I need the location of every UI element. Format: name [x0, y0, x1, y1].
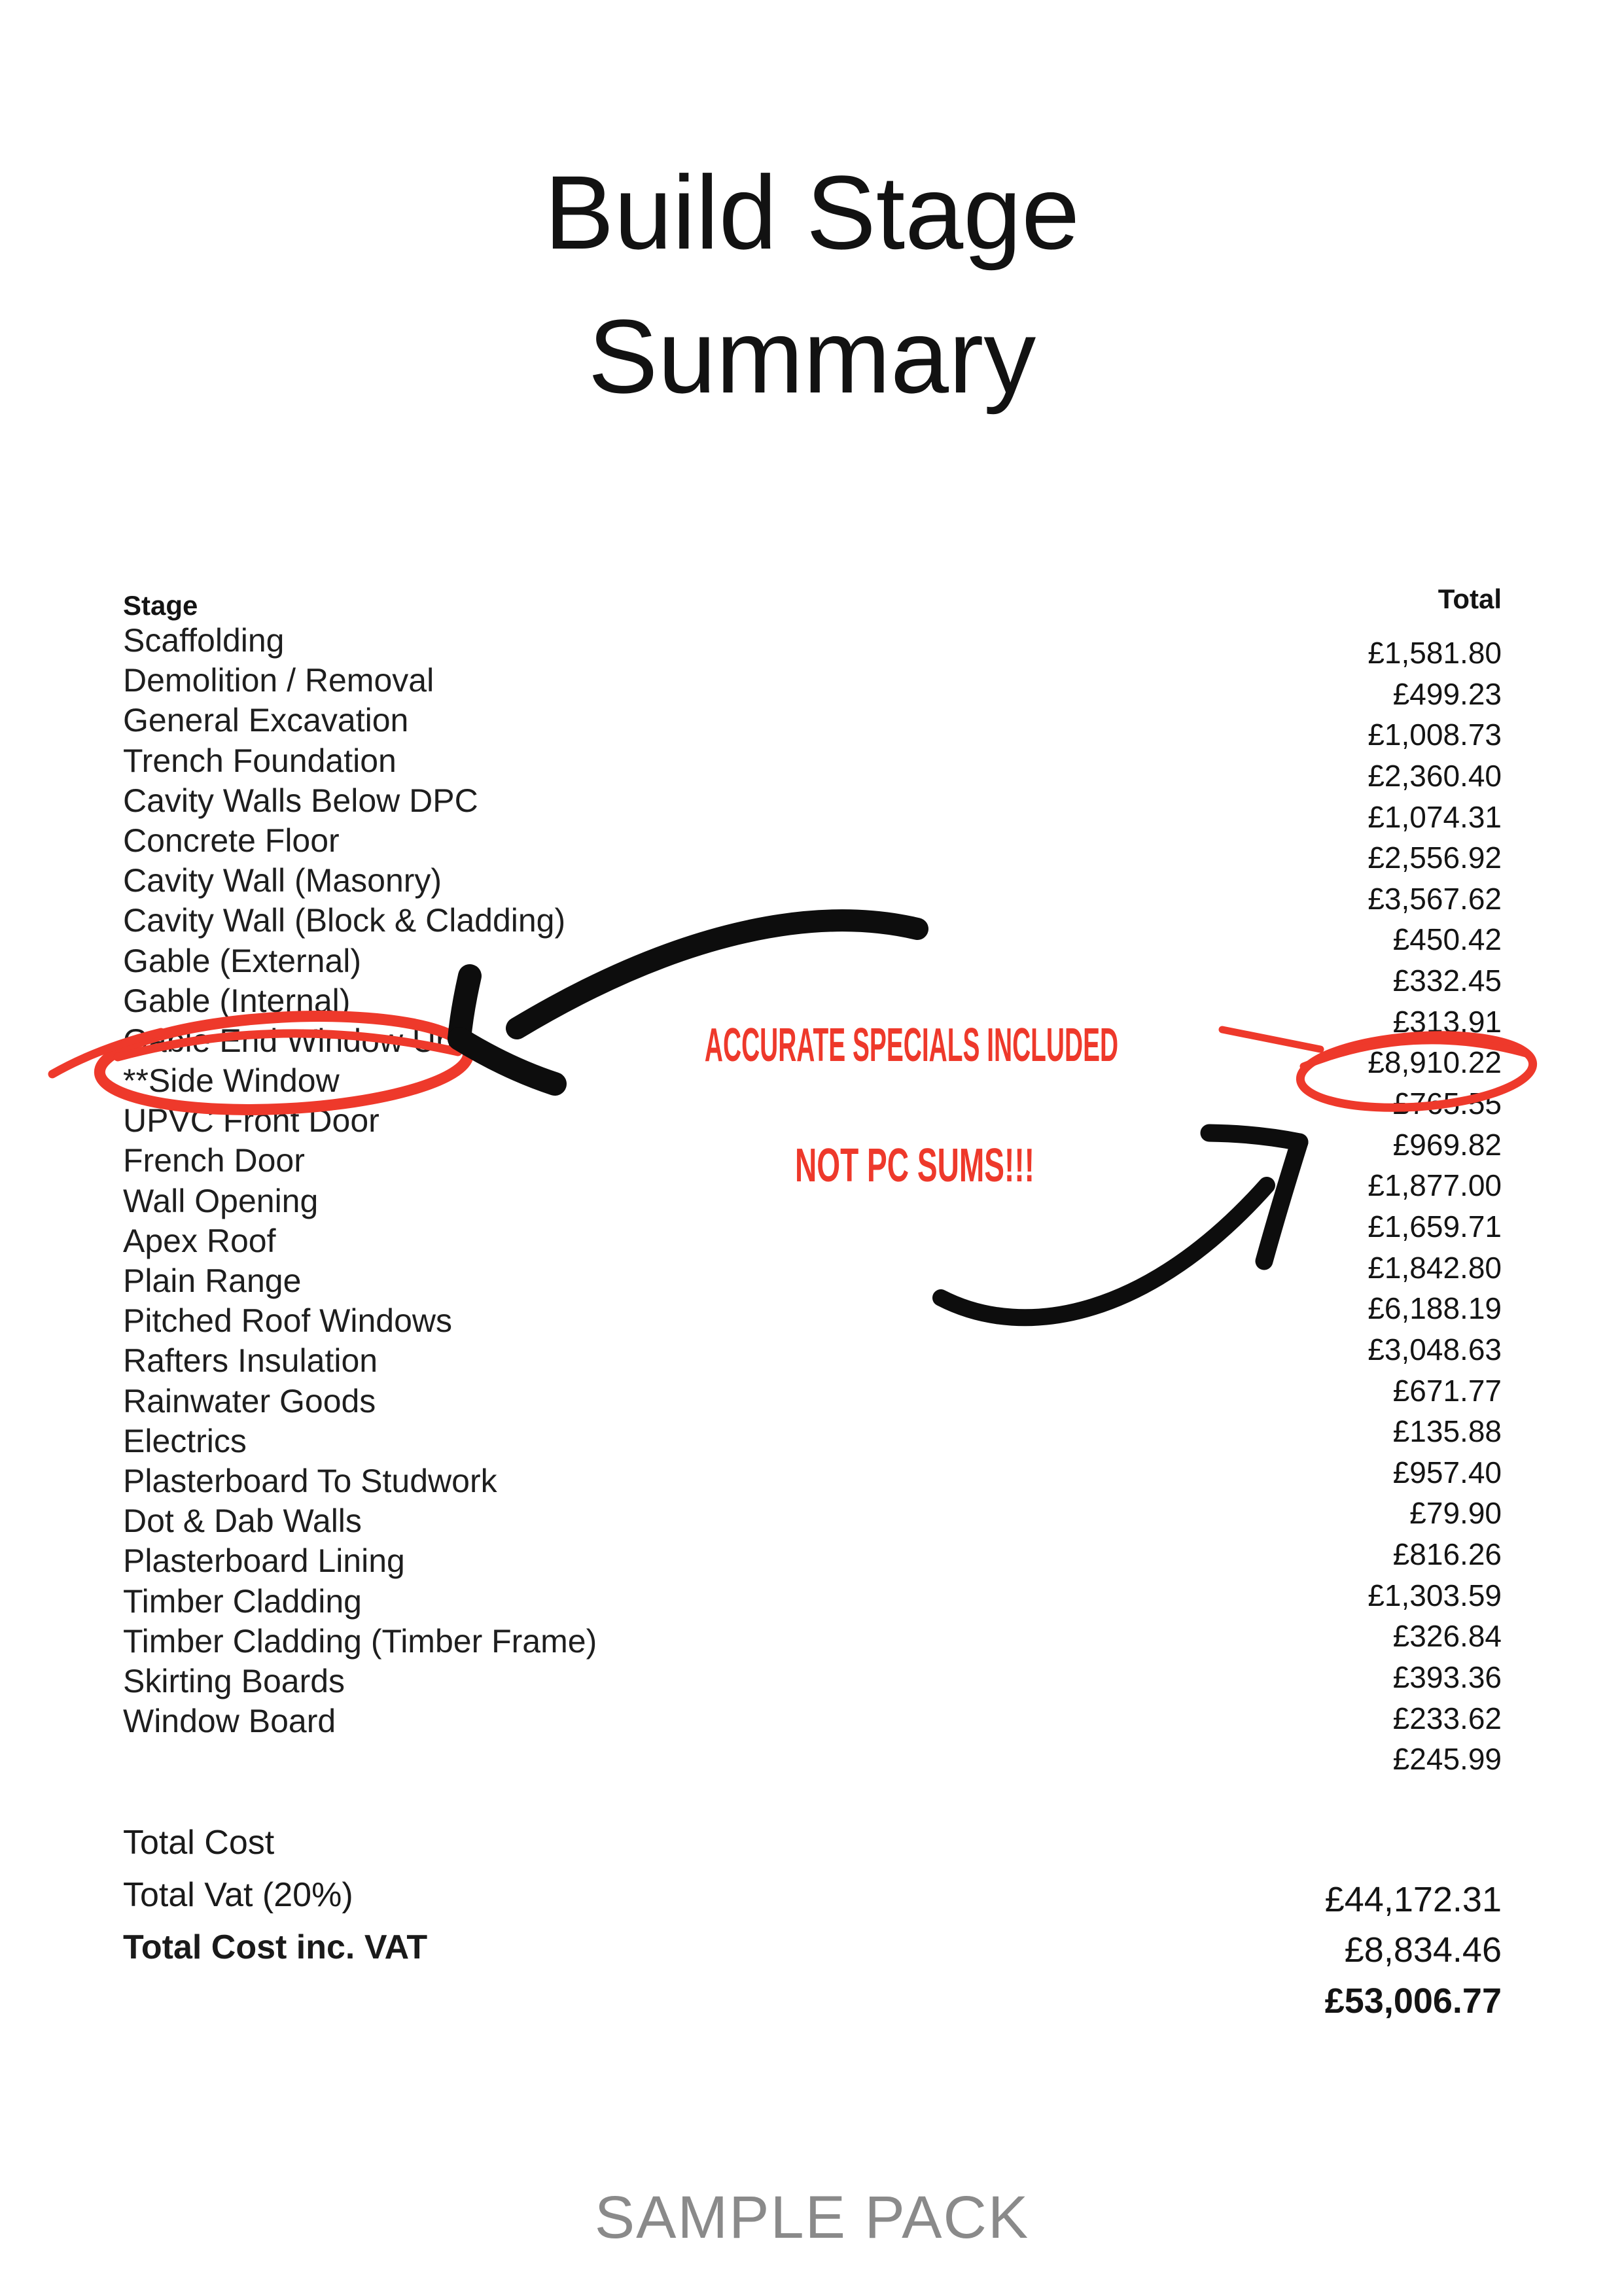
totals-label-column [123, 1817, 712, 2026]
total-cell: £499.23 [1392, 676, 1502, 711]
stage-cell: Dot & Dab Walls [123, 1503, 362, 1540]
total-cell: £1,581.80 [1368, 636, 1502, 670]
total-vat-label: Total Vat (20%) [123, 1876, 353, 1914]
page-title [0, 141, 1624, 428]
stage-cell: Plain Range [123, 1262, 302, 1299]
total-cell: £450.42 [1392, 922, 1502, 957]
page-title-line1: Build Stage [544, 154, 1080, 271]
stage-column [123, 621, 777, 1741]
stage-cell: Gable (External) [123, 942, 362, 979]
stage-cell: French Door [123, 1142, 305, 1179]
total-column [1161, 633, 1502, 1780]
total-cell: £1,659.71 [1368, 1209, 1502, 1244]
stage-cell: Cavity Wall (Block & Cladding) [123, 902, 566, 939]
stage-cell: Scaffolding [123, 622, 285, 659]
stage-column-header: Stage [123, 590, 198, 621]
total-cell: £135.88 [1392, 1414, 1502, 1449]
total-cell: £233.62 [1392, 1701, 1502, 1735]
annotation-accurate-specials: ACCURATE SPECIALS INCLUDED [704, 1019, 1119, 1072]
total-cell: £957.40 [1392, 1455, 1502, 1489]
totals-value-spacer [1109, 1824, 1502, 1875]
total-cell: £6,188.19 [1368, 1291, 1502, 1326]
stage-cell: **Side Window [123, 1062, 340, 1100]
stage-cell: Trench Foundation [123, 742, 397, 779]
stage-cell: Cavity Wall (Masonry) [123, 862, 442, 899]
total-cost-label: Total Cost [123, 1824, 275, 1862]
total-cell: £816.26 [1392, 1537, 1502, 1572]
stage-cell: Plasterboard To Studwork [123, 1462, 497, 1499]
total-cell: £79.90 [1409, 1496, 1502, 1531]
stage-cell: Wall Opening [123, 1182, 319, 1219]
stage-cell: Gable (Internal) [123, 982, 351, 1019]
total-cost-inc-vat-value: £53,006.77 [1324, 1981, 1502, 2021]
total-cost-value: £44,172.31 [1324, 1879, 1502, 1919]
stage-cell: Concrete Floor [123, 822, 340, 859]
total-vat-value: £8,834.46 [1344, 1930, 1502, 1970]
total-cell: £3,567.62 [1368, 881, 1502, 916]
total-cell: £3,048.63 [1368, 1332, 1502, 1366]
stage-cell: Rafters Insulation [123, 1342, 378, 1380]
total-cell: £332.45 [1392, 964, 1502, 998]
total-cell: £313.91 [1392, 1004, 1502, 1039]
stage-cell: Apex Roof [123, 1222, 276, 1259]
stage-cell-circled: Gable End Window Unit [123, 1022, 470, 1059]
total-cell: £969.82 [1392, 1127, 1502, 1162]
sample-pack-watermark: SAMPLE PACK [594, 2184, 1030, 2251]
total-cell: £2,360.40 [1368, 758, 1502, 793]
stage-cell: General Excavation [123, 702, 409, 739]
total-cell: £245.99 [1392, 1742, 1502, 1777]
stage-cell: Plasterboard Lining [123, 1542, 405, 1580]
stage-cell: Rainwater Goods [123, 1382, 376, 1419]
stage-cell: Timber Cladding (Timber Frame) [123, 1622, 597, 1660]
totals-value-column [1109, 1824, 1502, 2026]
stage-cell: Skirting Boards [123, 1662, 345, 1699]
total-cell: £1,008.73 [1368, 718, 1502, 752]
total-column-header: Total [1438, 583, 1502, 614]
total-cell: £1,877.00 [1368, 1168, 1502, 1203]
stage-cell: Demolition / Removal [123, 662, 434, 699]
total-cell: £1,074.31 [1368, 799, 1502, 834]
annotation-not-pc-sums: NOT PC SUMS!!! [794, 1139, 1035, 1192]
stage-cell: Window Board [123, 1703, 336, 1740]
stage-cell: Pitched Roof Windows [123, 1302, 453, 1340]
total-cell: £326.84 [1392, 1619, 1502, 1654]
stage-cell: Cavity Walls Below DPC [123, 782, 478, 819]
total-cell: £671.77 [1392, 1373, 1502, 1408]
stage-cell: UPVC Front Door [123, 1102, 380, 1139]
totals-label-spacer [123, 1974, 712, 2026]
total-cell: £1,303.59 [1368, 1578, 1502, 1612]
total-cost-inc-vat-label: Total Cost inc. VAT [123, 1928, 428, 1966]
total-cell: £1,842.80 [1368, 1250, 1502, 1285]
total-cell: £2,556.92 [1368, 841, 1502, 875]
total-cell: £393.36 [1392, 1660, 1502, 1695]
total-cell-circled: £8,910.22 [1368, 1045, 1502, 1080]
page-title-line2: Summary [588, 298, 1036, 415]
total-cell: £765.55 [1392, 1087, 1502, 1121]
stage-cell: Electrics [123, 1422, 247, 1459]
stage-cell: Timber Cladding [123, 1582, 362, 1620]
